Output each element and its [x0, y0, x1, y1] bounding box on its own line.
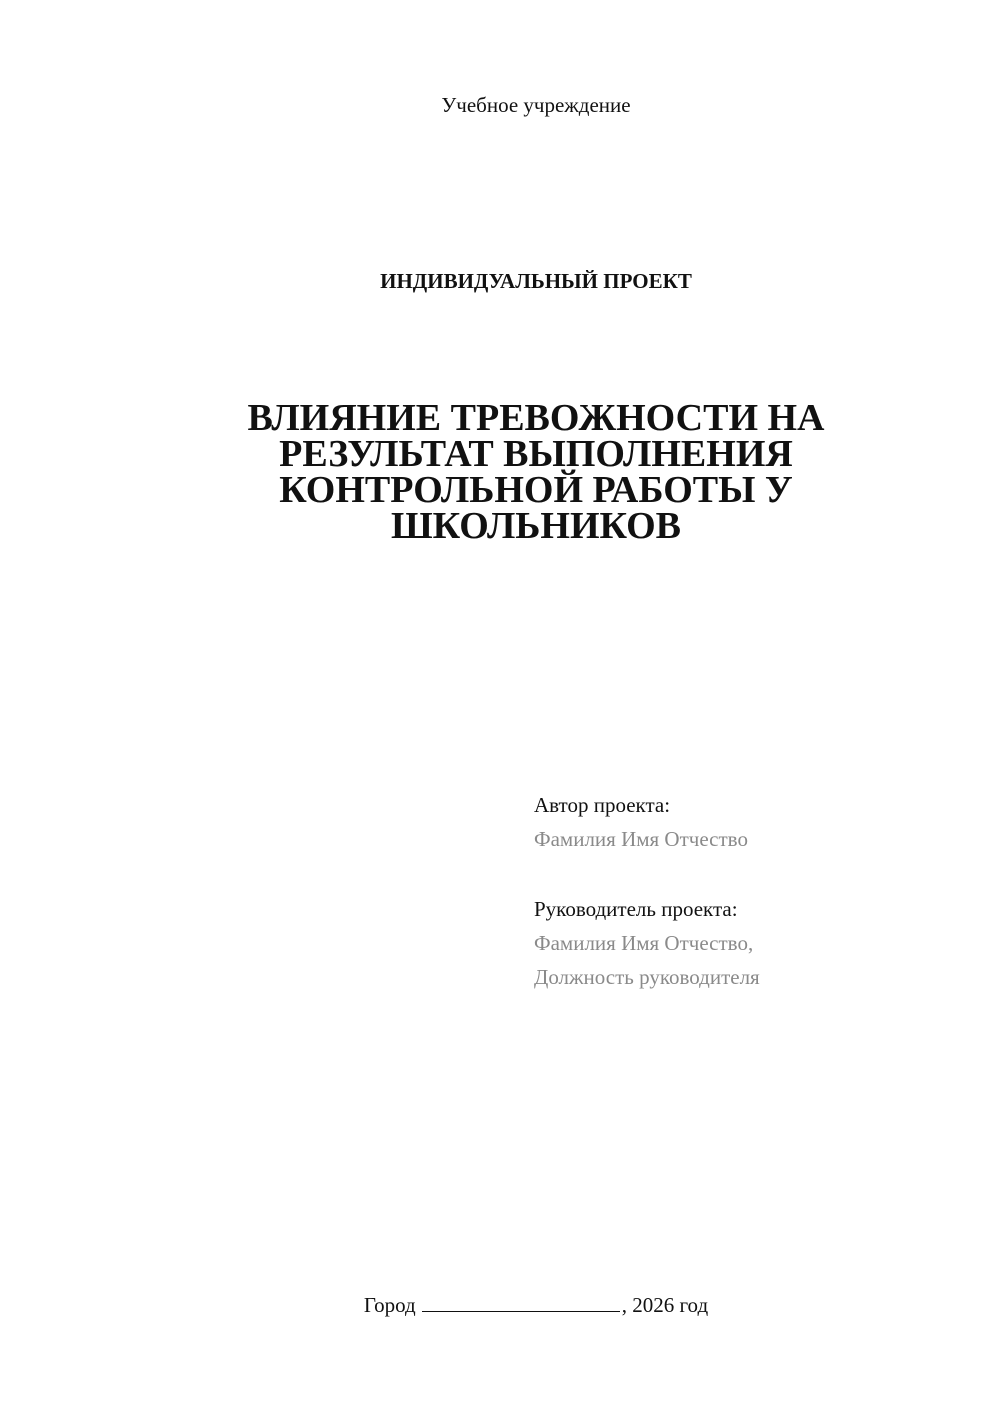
project-title-line: ВЛИЯНИЕ ТРЕВОЖНОСТИ НА — [247, 397, 825, 439]
year-text: , 2026 год — [621, 1293, 709, 1317]
city-label: Город — [363, 1293, 416, 1317]
institution-name: Учебное учреждение — [441, 93, 631, 117]
supervisor-name: Фамилия Имя Отчество, — [534, 931, 754, 955]
city-year-line — [0, 1290, 1000, 1320]
project-title-line: ШКОЛЬНИКОВ — [390, 505, 682, 547]
project-title — [200, 397, 872, 547]
spacer — [534, 856, 934, 892]
project-title-line: РЕЗУЛЬТАТ ВЫПОЛНЕНИЯ — [279, 433, 793, 475]
author-label: Автор проекта: — [534, 793, 671, 817]
credits-block — [534, 788, 934, 994]
project-title-line: КОНТРОЛЬНОЙ РАБОТЫ У — [279, 469, 793, 511]
city-blank-line — [422, 1291, 620, 1312]
supervisor-label: Руководитель проекта: — [534, 897, 738, 921]
author-name: Фамилия Имя Отчество — [534, 827, 748, 851]
supervisor-position: Должность руководителя — [534, 965, 760, 989]
document-type: ИНДИВИДУАЛЬНЫЙ ПРОЕКТ — [380, 269, 692, 293]
